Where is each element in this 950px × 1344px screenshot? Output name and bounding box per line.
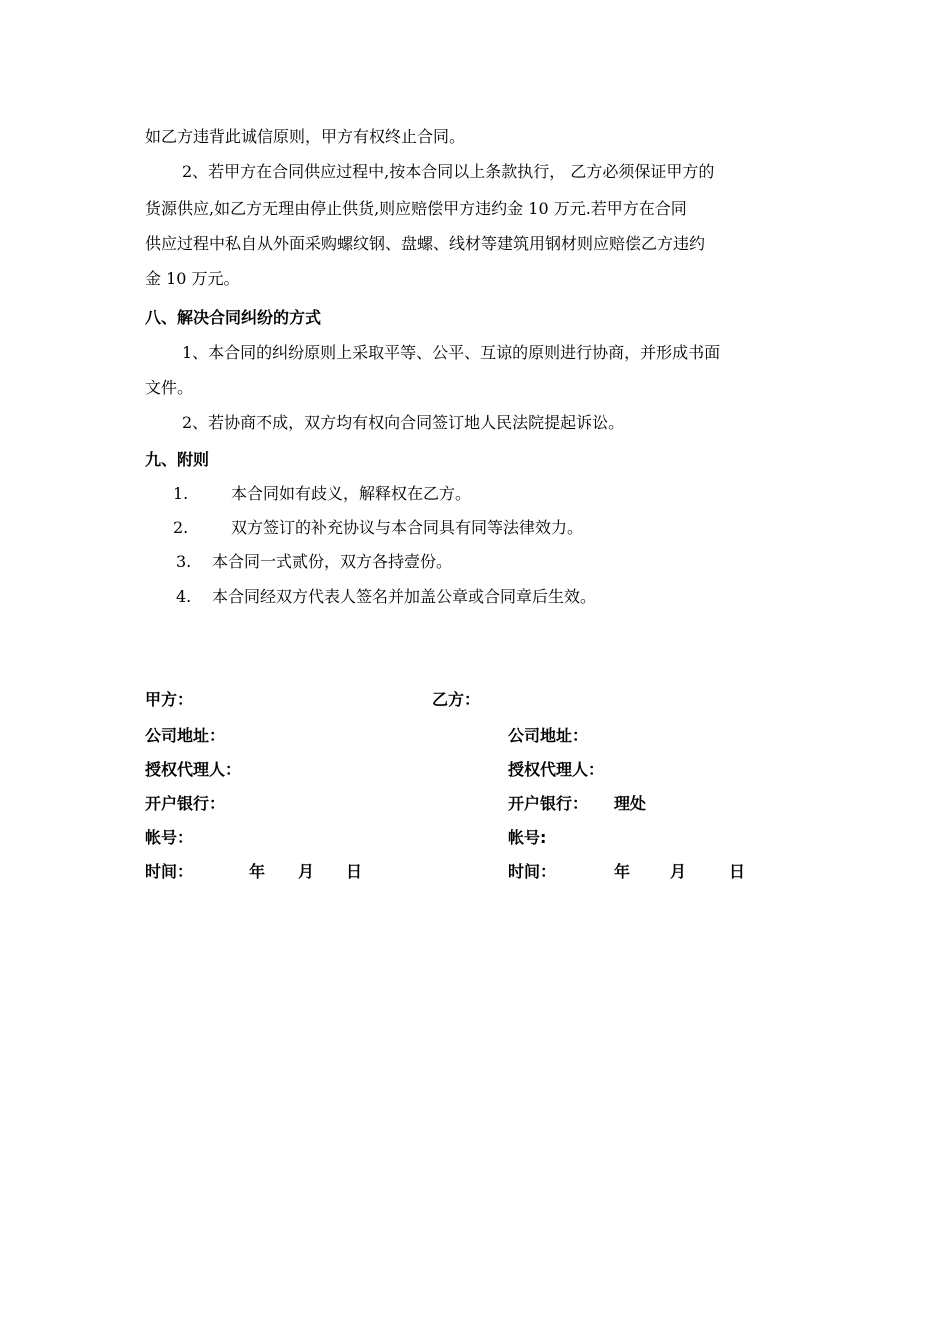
clause7-item2-line3: 供应过程中私自从外面采购螺纹钢、盘螺、线材等建筑用钢材则应赔偿乙方违约 bbox=[145, 234, 706, 253]
party-a-agent-label: 授权代理人： bbox=[145, 760, 242, 779]
clause7-line: 如乙方违背此诚信原则，甲方有权终止合同。 bbox=[145, 127, 466, 146]
party-b-month: 月 bbox=[670, 862, 687, 881]
party-a-time-label: 时间： bbox=[145, 862, 194, 881]
party-b-label: 乙方： bbox=[432, 690, 481, 709]
party-b-address-label: 公司地址： bbox=[508, 726, 589, 745]
clause9-item-text: 本合同经双方代表人签名并加盖公章或合同章后生效。 bbox=[212, 587, 597, 606]
clause7-item2-line4: 金 10 万元。 bbox=[145, 269, 240, 288]
party-b-bank-value: 理处 bbox=[614, 794, 647, 813]
clause9-item-text: 本合同如有歧义，解释权在乙方。 bbox=[231, 484, 472, 503]
party-a-address-label: 公司地址： bbox=[145, 726, 226, 745]
clause9-item-text: 双方签订的补充协议与本合同具有同等法律效力。 bbox=[231, 518, 584, 537]
party-b-time-label: 时间： bbox=[508, 862, 557, 881]
clause9-item-text: 本合同一式贰份，双方各持壹份。 bbox=[212, 552, 453, 571]
party-b-year: 年 bbox=[614, 862, 631, 881]
clause9-item-number: 2. bbox=[173, 518, 189, 537]
clause9-item-number: 1. bbox=[173, 484, 189, 503]
party-a-day: 日 bbox=[346, 862, 363, 881]
party-a-year: 年 bbox=[249, 862, 266, 881]
clause8-item1-line1: 1、本合同的纠纷原则上采取平等、公平、互谅的原则进行协商，并形成书面 bbox=[182, 343, 721, 362]
clause8-heading: 八、解决合同纠纷的方式 bbox=[145, 308, 322, 327]
party-a-account-label: 帐号： bbox=[145, 828, 194, 847]
clause9-heading: 九、附则 bbox=[145, 450, 210, 469]
party-b-day: 日 bbox=[729, 862, 746, 881]
clause8-item2: 2、若协商不成，双方均有权向合同签订地人民法院提起诉讼。 bbox=[182, 413, 625, 432]
party-b-bank-label: 开户银行： bbox=[508, 794, 589, 813]
clause7-item2-line2: 货源供应,如乙方无理由停止供货,则应赔偿甲方违约金 10 万元.若甲方在合同 bbox=[145, 199, 687, 218]
party-a-label: 甲方： bbox=[145, 690, 194, 709]
clause9-item-number: 4. bbox=[176, 587, 192, 606]
clause7-item2-line1: 2、若甲方在合同供应过程中,按本合同以上条款执行， 乙方必须保证甲方的 bbox=[182, 162, 715, 181]
party-a-bank-label: 开户银行： bbox=[145, 794, 226, 813]
party-b-account-label: 帐号: bbox=[508, 828, 547, 847]
clause8-item1-line2: 文件。 bbox=[145, 378, 194, 397]
party-b-agent-label: 授权代理人： bbox=[508, 760, 605, 779]
party-a-month: 月 bbox=[298, 862, 315, 881]
clause9-item-number: 3. bbox=[176, 552, 192, 571]
